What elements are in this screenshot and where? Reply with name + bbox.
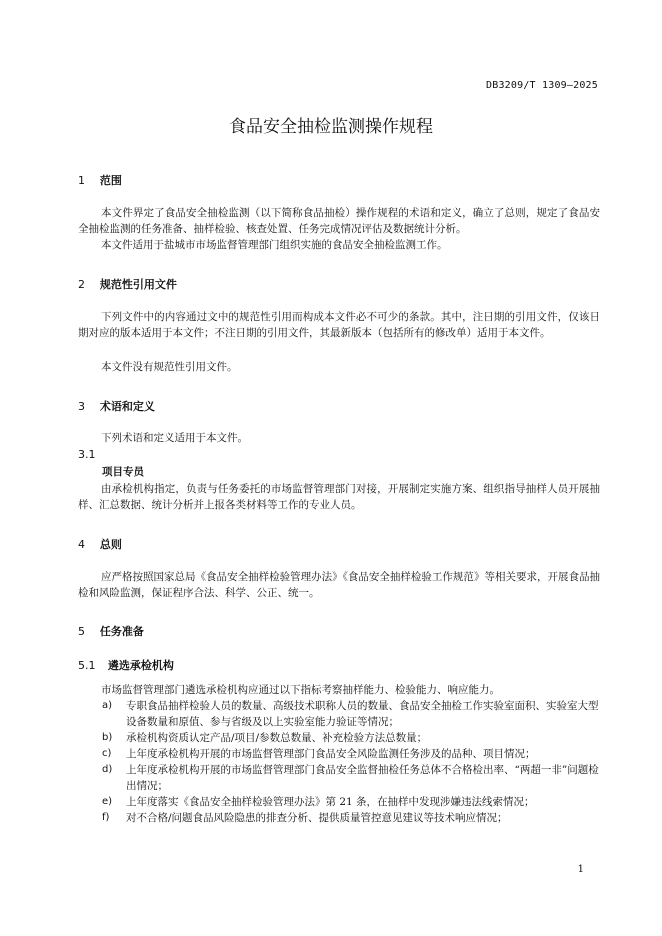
paragraph: 下列术语和定义适用于本文件。 (101, 432, 248, 444)
section-number: 2 (78, 278, 85, 291)
section-title: 范围 (99, 174, 122, 187)
paragraph: 市场监督管理部门遴选承检机构应通过以下指标考察抽样能力、检验能力、响应能力。 (101, 684, 500, 696)
subsection-5-1-heading (78, 657, 174, 673)
requirement-list (102, 698, 600, 826)
paragraph: 本文件没有规范性引用文件。 (101, 361, 238, 373)
list-item-text: 上年度承检机构开展的市场监督管理部门食品安全风险监测任务涉及的品种、项目情况； (126, 748, 536, 760)
list-item (102, 730, 600, 746)
section-number: 5 (78, 625, 85, 638)
paragraph: 本文件界定了食品安全抽检监测（以下简称食品抽检）操作规程的术语和定义，确立了总则，规定了食品安全抽检监测的任务准备、抽样检验、核查处置、任务完成情况评估及数据统计分析。 (78, 207, 600, 235)
section-title: 规范性引用文件 (99, 278, 177, 291)
section-2-heading (78, 276, 177, 292)
document-code: DB3209/T 1309—2025 (486, 80, 598, 91)
list-item (102, 810, 600, 826)
list-marker: d) (102, 764, 113, 775)
subsection-title: 遴选承检机构 (107, 659, 174, 672)
section-title: 总则 (99, 538, 122, 551)
list-marker: e) (102, 796, 113, 807)
term-name: 项目专员 (102, 466, 144, 478)
list-item-text: 对不合格/问题食品风险隐患的排查分析、提供质量管控意见建议等技术响应情况； (126, 812, 508, 824)
section-number: 3 (78, 400, 85, 413)
paragraph: 本文件适用于盐城市市场监督管理部门组织实施的食品安全抽检监测工作。 (101, 239, 448, 251)
list-marker: f) (102, 812, 110, 823)
list-marker: b) (102, 732, 113, 743)
section-number: 4 (78, 538, 85, 551)
list-marker: c) (102, 748, 112, 759)
list-item (102, 794, 600, 810)
subsection-number: 5.1 (78, 659, 96, 672)
section-3-heading (78, 398, 155, 414)
section-title: 任务准备 (99, 625, 144, 638)
section-5-heading (78, 623, 144, 639)
list-item (102, 746, 600, 762)
list-marker: a) (102, 700, 113, 711)
list-item-text: 上年度落实《食品安全抽样检验管理办法》第 21 条，在抽样中发现涉嫌违法线索情况； (126, 796, 535, 808)
list-item-text: 上年度承检机构开展的市场监督管理部门食品安全监督抽检任务总体不合格检出率、“两超一非”问题检出情况； (126, 764, 599, 792)
term-number: 3.1 (78, 448, 96, 461)
section-number: 1 (78, 174, 85, 187)
list-item (102, 698, 600, 730)
paragraph: 下列文件中的内容通过文中的规范性引用而构成本文件必不可少的条款。其中，注日期的引用文件，仅该日期对应的版本适用于本文件；不注日期的引用文件，其最新版本（包括所有的修改单）适用于本文件。 (78, 311, 600, 339)
list-item (102, 762, 600, 794)
section-title: 术语和定义 (99, 400, 155, 413)
term-definition: 由承检机构指定，负责与任务委托的市场监督管理部门对接，开展制定实施方案、组织指导抽样人员开展抽样、汇总数据、统计分析并上报各类材料等工作的专业人员。 (78, 483, 600, 511)
list-item-text: 专职食品抽样检验人员的数量、高级技术职称人员的数量、食品安全抽检工作实验室面积、实验室大型设备数量和原值、参与省级及以上实验室能力验证等情况； (126, 700, 599, 728)
page-number: 1 (577, 864, 584, 875)
section-1-heading (78, 172, 122, 188)
list-item-text: 承检机构资质认定产品/项目/参数总数量、补充检验方法总数量； (126, 732, 428, 744)
document-title: 食品安全抽检监测操作规程 (229, 117, 433, 137)
paragraph: 应严格按照国家总局《食品安全抽样检验管理办法》《食品安全抽样检验工作规范》等相关要求，开展食品抽检和风险监测，保证程序合法、科学、公正、统一。 (78, 571, 600, 599)
section-4-heading (78, 536, 122, 552)
